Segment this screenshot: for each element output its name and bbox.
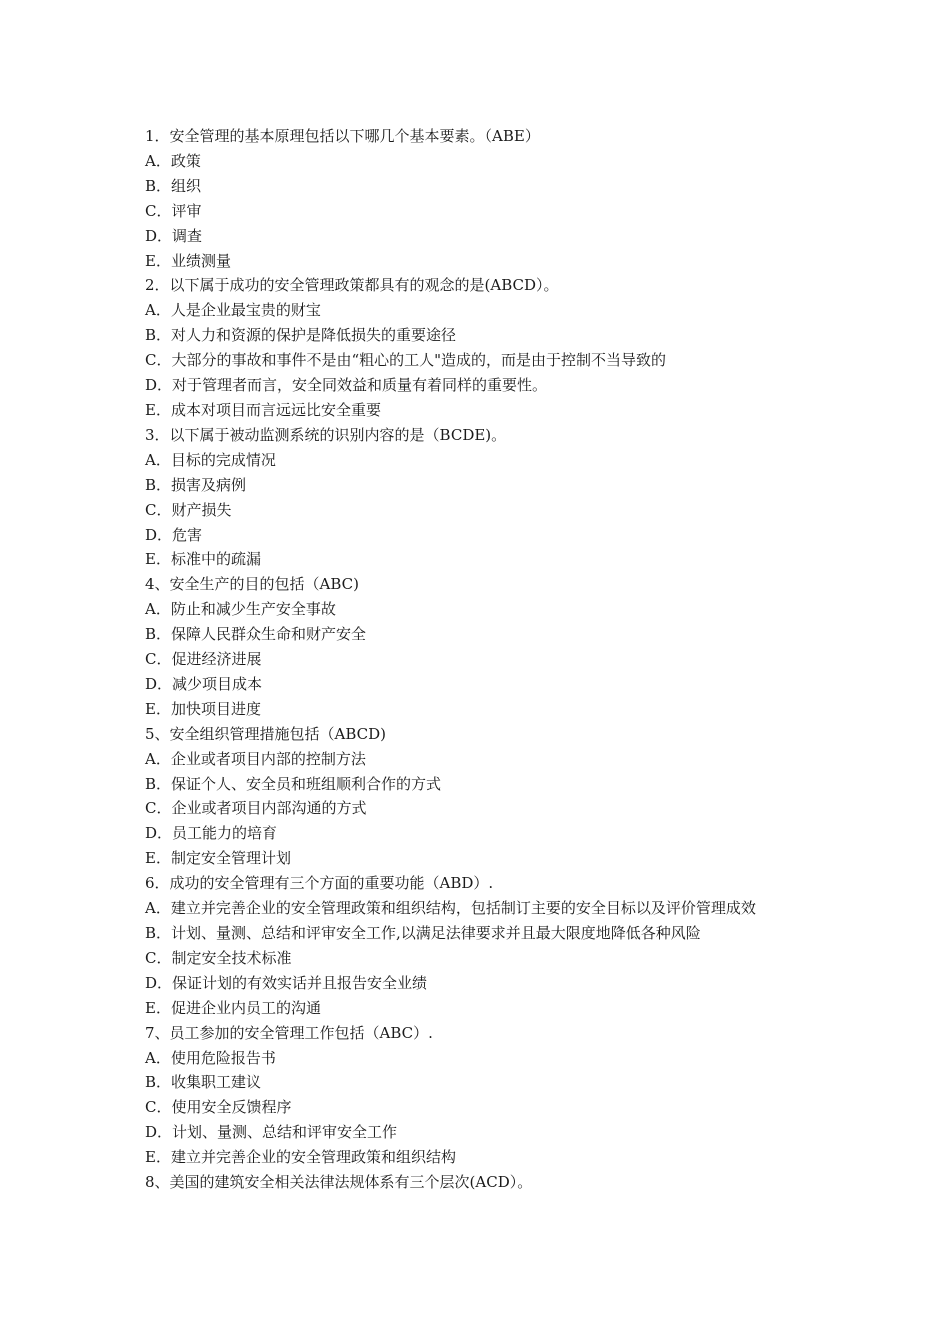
- answer-option: A．政策: [145, 151, 201, 170]
- answer-option: B．计划、量测、总结和评审安全工作,以满足法律要求并且最大限度地降低各种风险: [145, 924, 701, 942]
- question-stem: 1．安全管理的基本原理包括以下哪几个基本要素。（ABE）: [145, 127, 540, 145]
- answer-option: A．企业或者项目内部的控制方法: [145, 749, 366, 768]
- answer-option: A．使用危险报告书: [145, 1048, 276, 1067]
- answer-option: A．人是企业最宝贵的财宝: [145, 301, 321, 320]
- question-block: [145, 1170, 813, 1195]
- answer-option: D．减少项目成本: [145, 674, 263, 693]
- question-stem: 8、美国的建筑安全相关法律法规体系有三个层次(ACD）。: [145, 1173, 533, 1192]
- answer-option: D．员工能力的培育: [145, 824, 278, 843]
- answer-option: E．促进企业内员工的沟通: [145, 998, 321, 1017]
- question-stem: 2．以下属于成功的安全管理政策都具有的观念的是(ABCD）。: [145, 276, 559, 295]
- answer-option: D．对于管理者而言，安全同效益和质量有着同样的重要性。: [145, 376, 548, 395]
- answer-option: C．制定安全技术标准: [145, 948, 292, 967]
- answer-option: D．危害: [145, 525, 203, 544]
- question-block: [145, 273, 813, 422]
- question-stem: 6．成功的安全管理有三个方面的重要功能（ABD）.: [145, 874, 494, 893]
- question-block: [145, 722, 813, 871]
- answer-option: B．对人力和资源的保护是降低损失的重要途径: [145, 326, 457, 345]
- answer-option: B．保障人民群众生命和财产安全: [145, 625, 367, 644]
- answer-option: E．业绩测量: [145, 251, 231, 270]
- answer-option: E．成本对项目而言远远比安全重要: [145, 400, 381, 419]
- question-stem: 4、安全生产的目的包括（ABC): [145, 575, 360, 594]
- answer-option: D．计划、量测、总结和评审安全工作: [145, 1123, 398, 1142]
- question-block: [145, 423, 813, 572]
- question-block: [145, 1021, 813, 1170]
- answer-option: C．促进经济进展: [145, 650, 262, 669]
- question-block: [145, 871, 813, 1020]
- answer-option: C．评审: [145, 201, 202, 220]
- answer-option: D．调查: [145, 226, 203, 245]
- answer-option: A．防止和减少生产安全事故: [145, 600, 336, 619]
- answer-option: C．使用安全反馈程序: [145, 1098, 292, 1117]
- answer-option: A．目标的完成情况: [145, 450, 276, 469]
- answer-option: B．损害及病例: [145, 475, 247, 494]
- answer-option: E．加快项目进度: [145, 699, 261, 718]
- answer-option: C．企业或者项目内部沟通的方式: [145, 799, 367, 818]
- answer-option: E．建立并完善企业的安全管理政策和组织结构: [145, 1148, 456, 1167]
- question-block: [145, 572, 813, 721]
- answer-option: C．大部分的事故和事件不是由“粗心的工人"造成的，而是由于控制不当导致的: [145, 351, 667, 370]
- question-stem: 7、员工参加的安全管理工作包括（ABC）.: [145, 1023, 433, 1042]
- question-stem: 5、安全组织管理措施包括（ABCD): [145, 724, 387, 743]
- answer-option: B．收集职工建议: [145, 1073, 262, 1092]
- answer-option: E．制定安全管理计划: [145, 849, 291, 868]
- answer-option: D．保证计划的有效实话并且报告安全业绩: [145, 973, 428, 992]
- question-stem: 3．以下属于被动监测系统的识别内容的是（BCDE)。: [145, 425, 507, 444]
- answer-option: A．建立并完善企业的安全管理政策和组织结构，包括制订主要的安全目标以及评价管理成效: [145, 899, 756, 918]
- document-body: [145, 124, 813, 1195]
- answer-option: B．保证个人、安全员和班组顺利合作的方式: [145, 774, 442, 793]
- answer-option: B．组织: [145, 176, 202, 195]
- answer-option: C．财产损失: [145, 500, 232, 519]
- question-block: [145, 124, 813, 273]
- answer-option: E．标准中的疏漏: [145, 550, 261, 569]
